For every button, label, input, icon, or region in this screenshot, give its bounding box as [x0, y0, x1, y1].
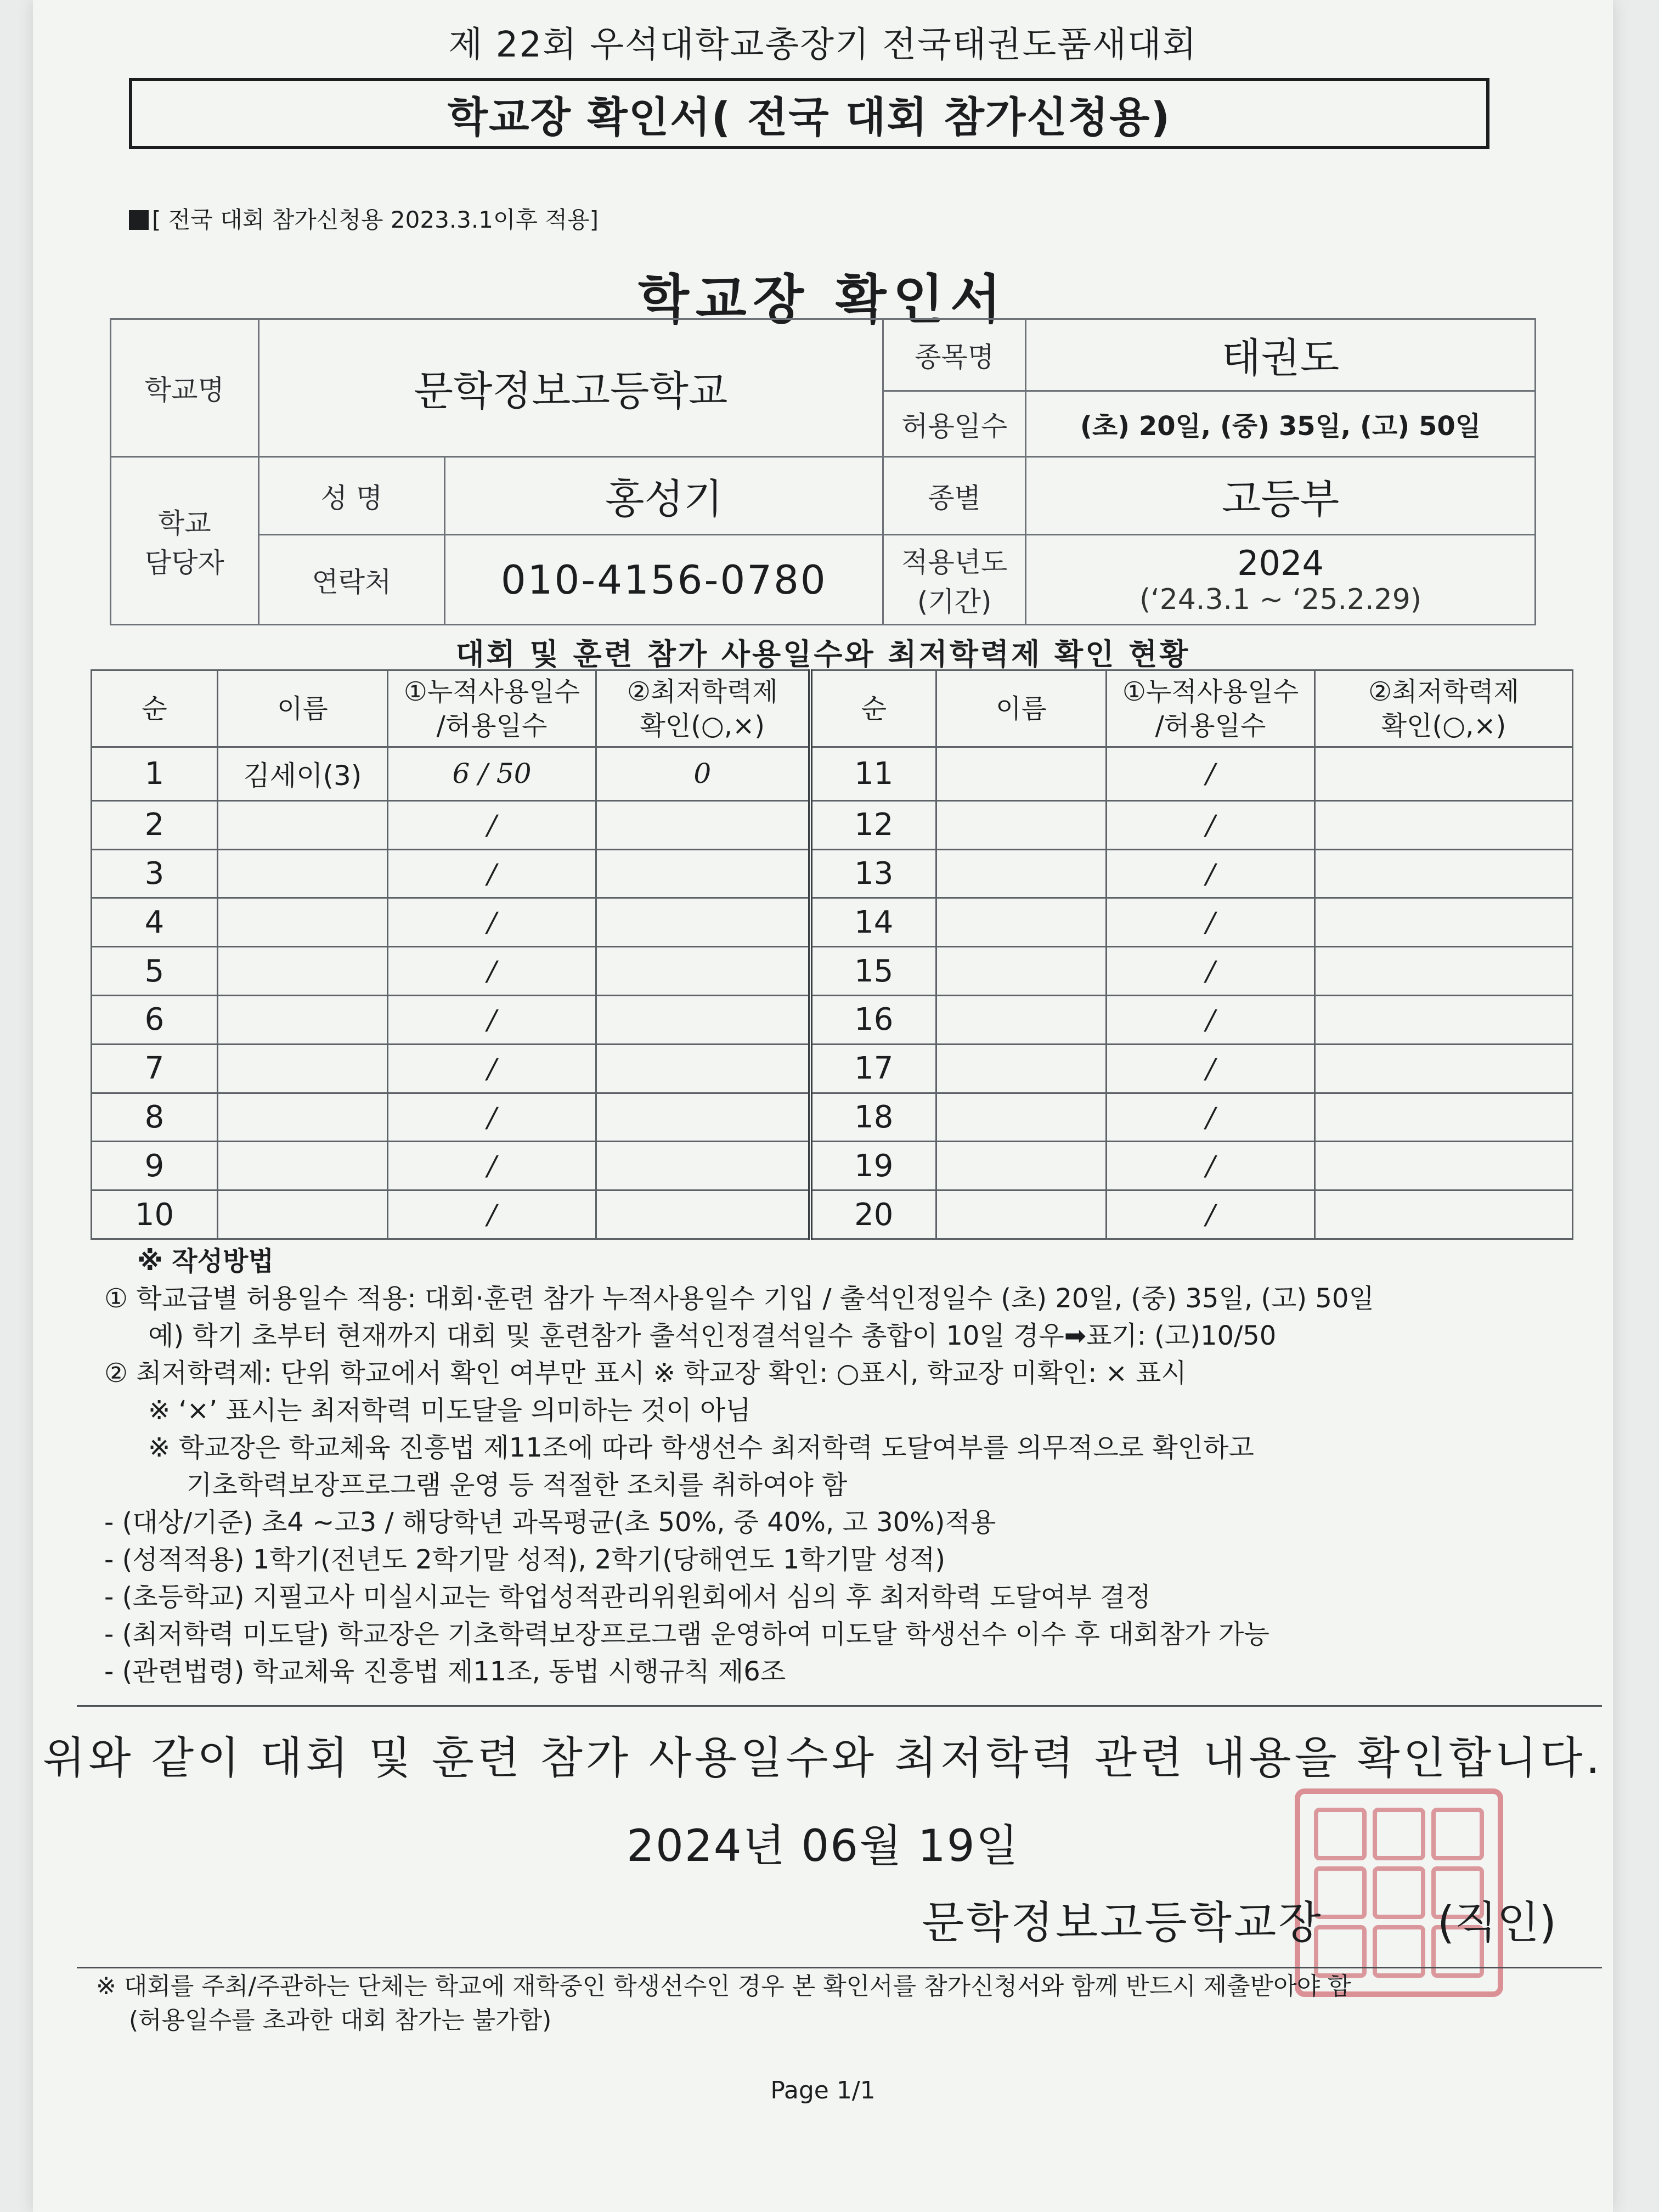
allowed-days-value: (초) 20일, (중) 35일, (고) 50일 [1026, 391, 1536, 457]
athlete-name [218, 1142, 388, 1190]
school-label: 학교명 [111, 319, 259, 457]
header-no: 순 [92, 670, 218, 747]
academic-check [596, 1044, 810, 1093]
guide-bullet: - (초등학교) 지필고사 미실시교는 학업성적관리위원회에서 심의 후 최저학력 도달여부 결정 [104, 1582, 1151, 1612]
row-number: 8 [92, 1093, 218, 1142]
footnote-line-1: ※ 대회를 주최/주관하는 단체는 학교에 재학중인 학생선수인 경우 본 확인서를 참가신청서와 함께 반드시 제출받아야 함 [96, 1972, 1351, 2000]
academic-check [1315, 1190, 1573, 1239]
days-used: / [1107, 1093, 1315, 1142]
days-used: / [1107, 849, 1315, 898]
athlete-name: 김세이(3) [218, 747, 388, 801]
application-notice [129, 202, 599, 235]
days-used: / [388, 1093, 596, 1142]
days-used: / [1107, 747, 1315, 801]
guide-item-2: ② 최저학력제: 단위 학교에서 확인 여부만 표시 ※ 학교장 확인: ○표시, 학교장 미확인: × 표시 [104, 1358, 1187, 1389]
document-box-title: 학교장 확인서( 전국 대회 참가신청용) [129, 78, 1489, 149]
days-used: / [1107, 1142, 1315, 1190]
days-used: / [388, 996, 596, 1045]
table-row [92, 1142, 1573, 1190]
phone-value: 010-4156-0780 [445, 535, 883, 625]
row-number: 18 [810, 1093, 936, 1142]
row-number: 20 [810, 1190, 936, 1239]
athlete-name [936, 849, 1107, 898]
academic-check [596, 947, 810, 996]
days-used: / [388, 1044, 596, 1093]
academic-check [596, 800, 810, 849]
academic-check [596, 898, 810, 947]
footnote-line-2: (허용일수를 초과한 대회 참가는 불가함) [129, 2006, 552, 2034]
row-number: 9 [92, 1142, 218, 1190]
header-check: ②최저학력제 확인(○,×) [1315, 670, 1573, 747]
athlete-name [218, 1044, 388, 1093]
days-used: / [388, 1190, 596, 1239]
academic-check: 0 [596, 747, 810, 801]
notice-text: [ 전국 대회 참가신청용 2023.3.1이후 적용] [152, 206, 599, 233]
row-number: 17 [810, 1044, 936, 1093]
document-page [33, 0, 1613, 2212]
category-value: 고등부 [1026, 457, 1536, 535]
row-number: 11 [810, 747, 936, 801]
days-used: 6 / 50 [388, 747, 596, 801]
table-row [92, 747, 1573, 801]
year-cell [1026, 535, 1536, 625]
athlete-name [218, 1093, 388, 1142]
year-label: 적용년도 (기간) [883, 535, 1026, 625]
header-check: ②최저학력제 확인(○,×) [596, 670, 810, 747]
days-used: / [388, 947, 596, 996]
table-row [92, 996, 1573, 1045]
footnote [96, 1970, 1351, 2038]
days-used: / [388, 800, 596, 849]
academic-check [596, 996, 810, 1045]
guide-bullet: - (관련법령) 학교체육 진흥법 제11조, 동법 시행규칙 제6조 [104, 1656, 786, 1687]
status-table [91, 669, 1572, 1240]
academic-check [1315, 996, 1573, 1045]
table-row [92, 1190, 1573, 1239]
athlete-name [936, 1190, 1107, 1239]
row-number: 7 [92, 1044, 218, 1093]
academic-check [1315, 800, 1573, 849]
table-row [92, 898, 1573, 947]
writing-guide [104, 1243, 1585, 1690]
table-row [92, 947, 1573, 996]
athlete-name [218, 1190, 388, 1239]
row-number: 3 [92, 849, 218, 898]
days-used: / [1107, 800, 1315, 849]
year-value: 2024 [1237, 543, 1324, 584]
guide-bullet: - (성적적용) 1학기(전년도 2학기말 성적), 2학기(당해연도 1학기말 성적) [104, 1544, 946, 1575]
header-days: ①누적사용일수 /허용일수 [1107, 670, 1315, 747]
divider [77, 1705, 1602, 1707]
row-number: 5 [92, 947, 218, 996]
guide-note-1: ※ ‘×’ 표시는 최저학력 미도달을 의미하는 것이 아님 [148, 1395, 751, 1426]
academic-check [596, 1190, 810, 1239]
row-number: 13 [810, 849, 936, 898]
athlete-name [936, 747, 1107, 801]
guide-bullet: - (대상/기준) 초4 ~고3 / 해당학년 과목평균(초 50%, 중 40%, 고 30%)적용 [104, 1507, 996, 1538]
academic-check [1315, 1093, 1573, 1142]
academic-check [1315, 747, 1573, 801]
days-used: / [1107, 996, 1315, 1045]
header-name: 이름 [936, 670, 1107, 747]
row-number: 15 [810, 947, 936, 996]
academic-check [1315, 1142, 1573, 1190]
table-row [92, 800, 1573, 849]
row-number: 16 [810, 996, 936, 1045]
academic-check [1315, 1044, 1573, 1093]
contact-label: 학교 담당자 [111, 457, 259, 625]
days-used: / [1107, 947, 1315, 996]
period-value: (‘24.3.1 ~ ‘25.2.29) [1139, 583, 1422, 617]
category-label: 종별 [883, 457, 1026, 535]
athlete-name [936, 898, 1107, 947]
seal-label: (직인) [1437, 1897, 1556, 1948]
athlete-name [936, 1044, 1107, 1093]
athlete-name [936, 947, 1107, 996]
confirmation-statement: 위와 같이 대회 및 훈련 참가 사용일수와 최저학력 관련 내용을 확인합니다. [42, 1733, 1604, 1784]
principal-name: 문학정보고등학교장 [922, 1897, 1323, 1948]
name-label: 성 명 [258, 457, 445, 535]
athlete-name [936, 800, 1107, 849]
table-row [92, 849, 1573, 898]
row-number: 1 [92, 747, 218, 801]
days-used: / [1107, 1044, 1315, 1093]
header-no: 순 [810, 670, 936, 747]
academic-check [1315, 947, 1573, 996]
academic-check [1315, 849, 1573, 898]
header-days: ①누적사용일수 /허용일수 [388, 670, 596, 747]
guide-item-1-example: 예) 학기 초부터 현재까지 대회 및 훈련참가 출석인정결석일수 총합이 10일 경우➡표기: (고)10/50 [148, 1321, 1277, 1351]
row-number: 10 [92, 1190, 218, 1239]
athlete-name [218, 800, 388, 849]
allowed-days-label: 허용일수 [883, 391, 1026, 457]
name-value: 홍성기 [445, 457, 883, 535]
academic-check [1315, 898, 1573, 947]
table-row [92, 1093, 1573, 1142]
row-number: 2 [92, 800, 218, 849]
document-date: 2024년 06월 19일 [627, 1820, 1019, 1871]
page-number: Page 1/1 [770, 2076, 876, 2104]
days-used: / [1107, 898, 1315, 947]
days-used: / [1107, 1190, 1315, 1239]
row-number: 12 [810, 800, 936, 849]
guide-item-1: ① 학교급별 허용일수 적용: 대회·훈련 참가 누적사용일수 기입 / 출석인정일수 (초) 20일, (중) 35일, (고) 50일 [104, 1283, 1374, 1314]
row-number: 4 [92, 898, 218, 947]
days-used: / [388, 849, 596, 898]
athlete-name [218, 947, 388, 996]
phone-label: 연락처 [258, 535, 445, 625]
status-heading: 대회 및 훈련 참가 사용일수와 최저학력제 확인 현황 [455, 637, 1190, 672]
athlete-name [936, 1142, 1107, 1190]
academic-check [596, 849, 810, 898]
event-title: 제 22회 우석대학교총장기 전국태권도품새대회 [448, 25, 1198, 65]
academic-check [596, 1093, 810, 1142]
days-used: / [388, 898, 596, 947]
guide-note-2: ※ 학교장은 학교체육 진흥법 제11조에 따라 학생선수 최저학력 도달여부를 의무적으로 확인하고 [148, 1432, 1254, 1463]
athlete-name [218, 996, 388, 1045]
athlete-name [936, 996, 1107, 1045]
athlete-name [218, 849, 388, 898]
sport-label: 종목명 [883, 319, 1026, 391]
divider [77, 1967, 1602, 1968]
guide-bullet: - (최저학력 미도달) 학교장은 기초학력보장프로그램 운영하여 미도달 학생선수 이수 후 대회참가 가능 [104, 1619, 1269, 1650]
sport-value: 태권도 [1026, 319, 1536, 391]
row-number: 6 [92, 996, 218, 1045]
main-title: 학교장 확인서 [638, 269, 1008, 330]
days-used: / [388, 1142, 596, 1190]
square-bullet-icon [129, 210, 149, 230]
guide-heading: ※ 작성방법 [137, 1246, 274, 1277]
athlete-name [218, 898, 388, 947]
header-name: 이름 [218, 670, 388, 747]
guide-note-2b: 기초학력보장프로그램 운영 등 적절한 조치를 취하여야 함 [187, 1470, 848, 1500]
academic-check [596, 1142, 810, 1190]
athlete-name [936, 1093, 1107, 1142]
school-value: 문학정보고등학교 [258, 319, 883, 457]
row-number: 14 [810, 898, 936, 947]
table-row [92, 1044, 1573, 1093]
info-table [110, 318, 1536, 625]
row-number: 19 [810, 1142, 936, 1190]
